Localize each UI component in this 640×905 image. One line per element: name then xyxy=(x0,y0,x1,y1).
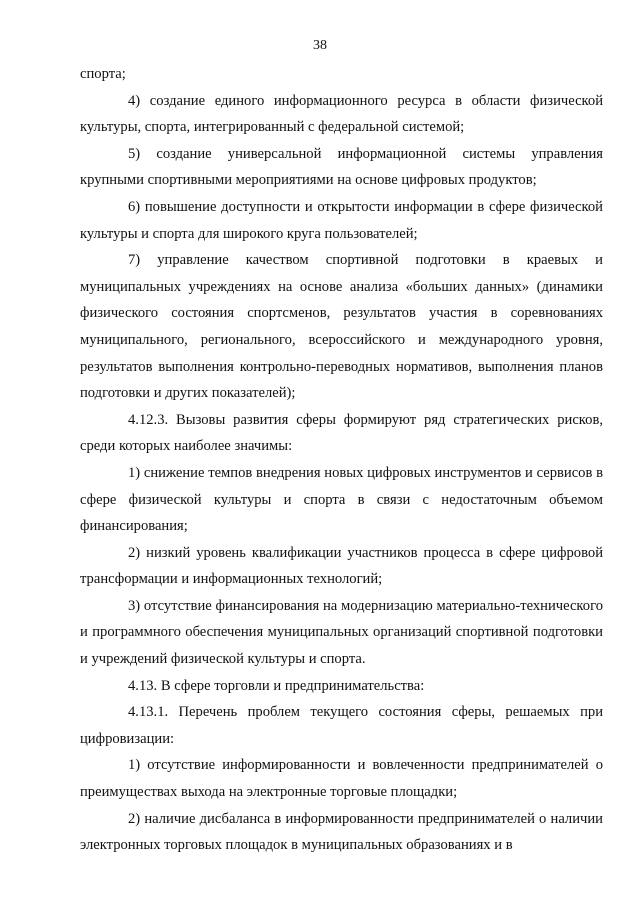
paragraph-3: 5) создание универсальной информационной системы управления крупными спортивными мероприятиями на основе цифровых продуктов; xyxy=(80,145,603,189)
paragraph-11: 4.13.1. Перечень проблем текущего состояния сферы, решаемых при цифровизации: xyxy=(80,704,603,747)
paragraph-4: 6) повышение доступности и открытости информации в сфере физической культуры и спорта для широкого круга пользователей; xyxy=(80,198,603,242)
paragraph-13: 2) наличие дисбаланса в информированности предпринимателей о наличии электронных торговых площадок в муниципальных образованиях и в xyxy=(80,810,603,854)
paragraph-5: 7) управление качеством спортивной подготовки в краевых и муниципальных учреждениях на основе анализа «больших данных» (динамики физического состояния спортсменов, результатов участия в соревнованиях муниципального, регионального, всероссийского и международного уровня, результатов выполнения контрольно-переводных нормативов, выполнения планов подготовки и других показателей); xyxy=(80,252,603,402)
paragraph-9: 3) отсутствие финансирования на модернизацию материально-технического и программного обеспечения муниципальных организаций спортивной подготовки и учреждений физической культуры и спорта. xyxy=(80,597,603,668)
document-body xyxy=(80,61,603,859)
paragraph-6: 4.12.3. Вызовы развития сферы формируют ряд стратегических рисков, среди которых наиболее значимы: xyxy=(80,411,603,455)
paragraph-8: 2) низкий уровень квалификации участников процесса в сфере цифровой трансформации и информационных технологий; xyxy=(80,544,603,588)
paragraph-1: спорта; xyxy=(80,66,126,82)
paragraph-12: 1) отсутствие информированности и вовлеченности предпринимателей о преимуществах выхода на электронные торговые площадки; xyxy=(80,757,603,801)
section-heading: 4.13. В сфере торговли и предпринимательства: xyxy=(128,677,425,694)
paragraph-7: 1) снижение темпов внедрения новых цифровых инструментов и сервисов в сфере физической культуры и спорта в связи с недостаточным объемом финансирования; xyxy=(80,464,603,535)
paragraph-2: 4) создание единого информационного ресурса в области физической культуры, спорта, интегрированный с федеральной системой; xyxy=(80,92,603,136)
page-number: 38 xyxy=(313,38,327,53)
